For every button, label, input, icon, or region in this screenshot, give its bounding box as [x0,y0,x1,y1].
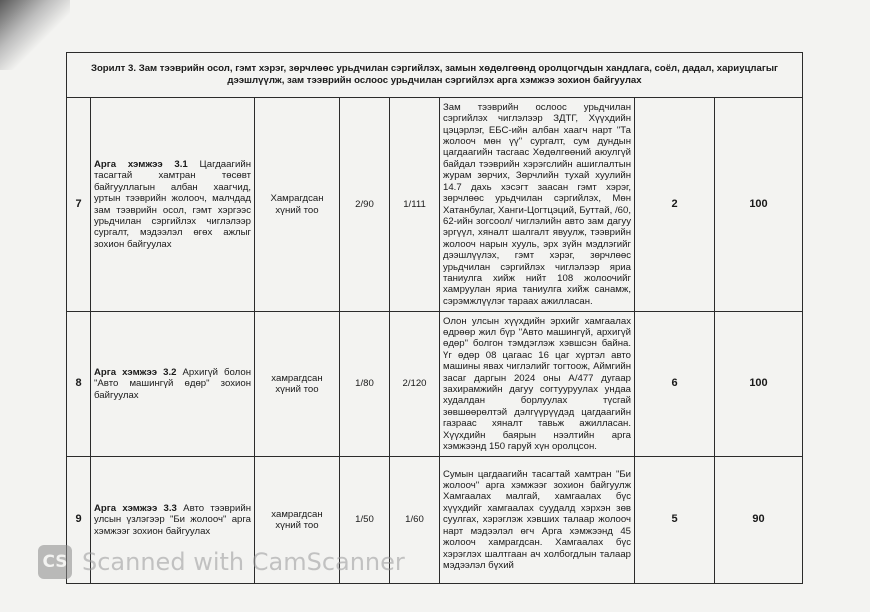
unit-cell: Хамрагдсан хүний тоо [255,98,340,312]
measure-title: Арга хэмжээ 3.2 [94,366,177,378]
measure-text: Авто тээврийн улсын үзлэгээр "Би жолооч" арга хэмжээг зохион байгуулах [94,502,251,537]
score-cell: 5 [635,457,715,584]
table-row [67,98,803,312]
measure-cell [91,312,255,457]
target-cell: 2/120 [390,312,440,457]
target-cell: 1/60 [390,457,440,584]
unit-cell: хамрагдсан хүний тоо [255,312,340,457]
baseline-cell: 1/50 [340,457,390,584]
score-cell: 6 [635,312,715,457]
measure-title: Арга хэмжээ 3.3 [94,502,177,514]
percent-cell: 100 [715,312,803,457]
table-row [67,312,803,457]
camscanner-logo-icon: CS [38,545,72,579]
description-cell: Зам тээврийн ослоос урьдчилан сэргийлэх чиглэлээр ЗДТГ, Хүүхдийн цэцэрлэг, ЕБС-ийн албан хаагч нарт "Та жолооч мөн үү" сургалт, сум дундын цагдаагийн тасгаас Хөдөлгөөний аюулгүй байдал тээврийн хэрэгслийн ашиглалтын журам зөрчих, Зөрчлийн тухай хуулийн 14.7 дахь хэсэгт заасан гэмт хэрэг, зөрчлөөс урьдчилан сэргийлэх, Мөн Хатанбулаг, Ханги-Цогтцэций, Буттай, /60, 62-ийн зогсоол/ чиглэлийн авто зам дагуу эргүүл, хяналт шалгалт явуулж, тээврийн жолооч нарын хууль, эрх зүйн мэдлэгийг дээшлүүлэх, гэмт хэрэг, зөрчлөөс урьдчилан сэргийлэх чиглэлээр яриа таниулга хийж нийт 108 жолоочийг хамруулан яриа таниулга хийж санамж, сэрэмжлүүлэг тараах ажилласан. [440,98,635,312]
row-number: 7 [67,98,91,312]
measure-cell [91,98,255,312]
plan-table [66,52,803,584]
measure-text: Цагдаагийн тасагтай хамтран төсөвт байгууллагын албан хаагчид, уртын тээврийн жолооч, малчдад зам тээврийн осол, гэмт хэргээс урьдчилан сэргийлэх чиглэлээр сургалт, мэдээлэл өгөх ажлыг зохион байгуулах [94,158,251,250]
baseline-cell: 1/80 [340,312,390,457]
scan-corner-shadow [0,0,70,70]
goal-row [67,53,803,98]
measure-text: Архигүй болон "Авто машингүй өдөр" зохион байгуулах [94,366,251,401]
row-number: 8 [67,312,91,457]
camscanner-watermark [38,545,405,579]
measure-title: Арга хэмжээ 3.1 [94,158,188,170]
baseline-cell: 2/90 [340,98,390,312]
description-cell: Сумын цагдаагийн тасагтай хамтран "Би жолооч" арга хэмжээг зохион байгуулж Хамгаалах малгай, хамгаалах бүс хүүхдийг хамгаалах суудалд хэрхэн зөв суулгах, хэрэглэж хэвших талаар жолооч нарт мэдээлэл өгч Арга хэмжээнд 45 жолооч хамрагдсан. Хамгаалах бүс хэрэглэх шалтгаан ач холбогдлын талаар мэдээлэл бүхий [440,457,635,584]
goal-text: Зорилт 3. Зам тээврийн осол, гэмт хэрэг, зөрчлөөс урьдчилан сэргийлэх, замын хөдөлгөөнд оролцогчдын хандлага, соёл, дадал, хариуцлагыг дээшлүүлж, зам тээврийн ослоос урьдчилан сэргийлэх арга хэмжээ зохион байгуулах [67,53,803,98]
unit-cell: хамрагдсан хүний тоо [255,457,340,584]
percent-cell: 90 [715,457,803,584]
target-cell: 1/111 [390,98,440,312]
row-number: 9 [67,457,91,584]
watermark-text: Scanned with CamScanner [82,548,405,576]
description-cell: Олон улсын хүүхдийн эрхийг хамгаалах өдрөөр жил бүр "Авто машингүй, архигүй өдөр" болгон тэмдэглэж хэвшсэн байна. Үг өдөр 08 цагаас 16 цаг хүртэл авто машины явах чиглэлийг тогтоож, Аймгийн засаг даргын 2024 оны А/477 дугаар захирамжийн дагуу согтууруулах ундаа худалдан борлуулах түсгай зөвшөөрөлтэй дэлгүүрүүдэд цагдаагийн газраас хяналт тавьж ажилласан. Хүүхдийн баярын нээлтийн арга хэмжээнд 150 гаруй хүн оролцсон. [440,312,635,457]
percent-cell: 100 [715,98,803,312]
score-cell: 2 [635,98,715,312]
